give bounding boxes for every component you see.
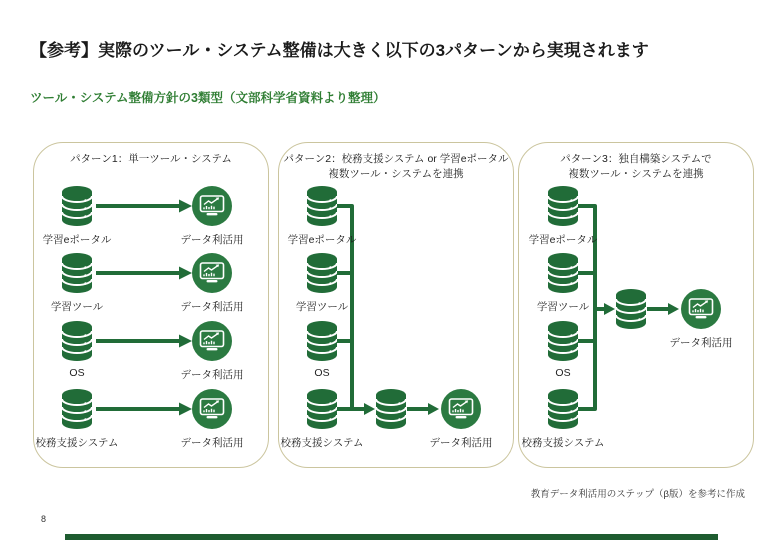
source-label: 学習ツール — [295, 301, 349, 313]
slide-title: 【参考】実際のツール・システム整備は大きく以下の3パターンから実現されます — [30, 41, 649, 60]
database-icon — [376, 389, 406, 429]
source-label: 学習eポータル — [42, 234, 112, 246]
arrow-head — [179, 335, 192, 348]
database-icon — [548, 186, 578, 226]
footer-bar — [65, 534, 718, 540]
arrow-head — [364, 403, 375, 415]
database-icon — [548, 389, 578, 429]
source-label: 校務支援システム — [521, 437, 605, 449]
database-icon — [62, 389, 92, 429]
source-label: 学習ツール — [536, 301, 590, 313]
output-label: データ利活用 — [429, 437, 493, 449]
slide-subtitle: ツール・システム整備方針の3類型（文部科学省資料より整理） — [30, 91, 386, 105]
panel-pattern2 — [278, 142, 514, 468]
source-label: 学習eポータル — [287, 234, 357, 246]
database-icon — [307, 389, 337, 429]
panel-pattern3 — [518, 142, 754, 468]
source-label: 校務支援システム — [280, 437, 364, 449]
panel-pattern3-header — [519, 152, 753, 181]
source-label: OS — [69, 367, 85, 379]
database-icon — [62, 186, 92, 226]
source-label: 学習eポータル — [528, 234, 598, 246]
database-icon — [307, 186, 337, 226]
source-label: 学習ツール — [50, 301, 104, 313]
arrow-head — [179, 200, 192, 213]
database-icon — [62, 321, 92, 361]
database-icon — [307, 253, 337, 293]
output-label: データ利活用 — [180, 301, 244, 313]
page-number: 8 — [41, 514, 47, 524]
output-label: データ利活用 — [669, 337, 733, 349]
source-label: OS — [314, 367, 330, 379]
panel-header-line1: パターン3：独自構築システムで — [560, 153, 712, 165]
panel-header-line2: 複数ツール・システムを連携 — [328, 167, 464, 180]
database-icon — [616, 289, 646, 329]
database-icon — [62, 253, 92, 293]
output-label: データ利活用 — [180, 437, 244, 449]
arrow-head — [604, 303, 615, 315]
panel-header-line2: 複数ツール・システムを連携 — [568, 167, 704, 180]
database-icon — [307, 321, 337, 361]
database-icon — [548, 253, 578, 293]
arrow-head — [668, 303, 679, 315]
panel-pattern1 — [33, 142, 269, 468]
panel-header-line1: パターン1：単一ツール・システム — [70, 153, 232, 165]
panel-header-line1: パターン2：校務支援システム or 学習eポータル — [283, 153, 509, 165]
panel-pattern1-header — [34, 152, 268, 167]
source-label: OS — [555, 367, 571, 379]
source-footnote: 教育データ利活用のステップ（β版）を参考に作成 — [530, 489, 745, 500]
database-icon — [548, 321, 578, 361]
arrow-head — [179, 267, 192, 280]
output-label: データ利活用 — [180, 369, 244, 381]
arrow-head — [179, 403, 192, 416]
arrow-head — [428, 403, 439, 415]
output-label: データ利活用 — [180, 234, 244, 246]
panel-pattern2-header — [279, 152, 513, 181]
source-label: 校務支援システム — [35, 437, 119, 449]
